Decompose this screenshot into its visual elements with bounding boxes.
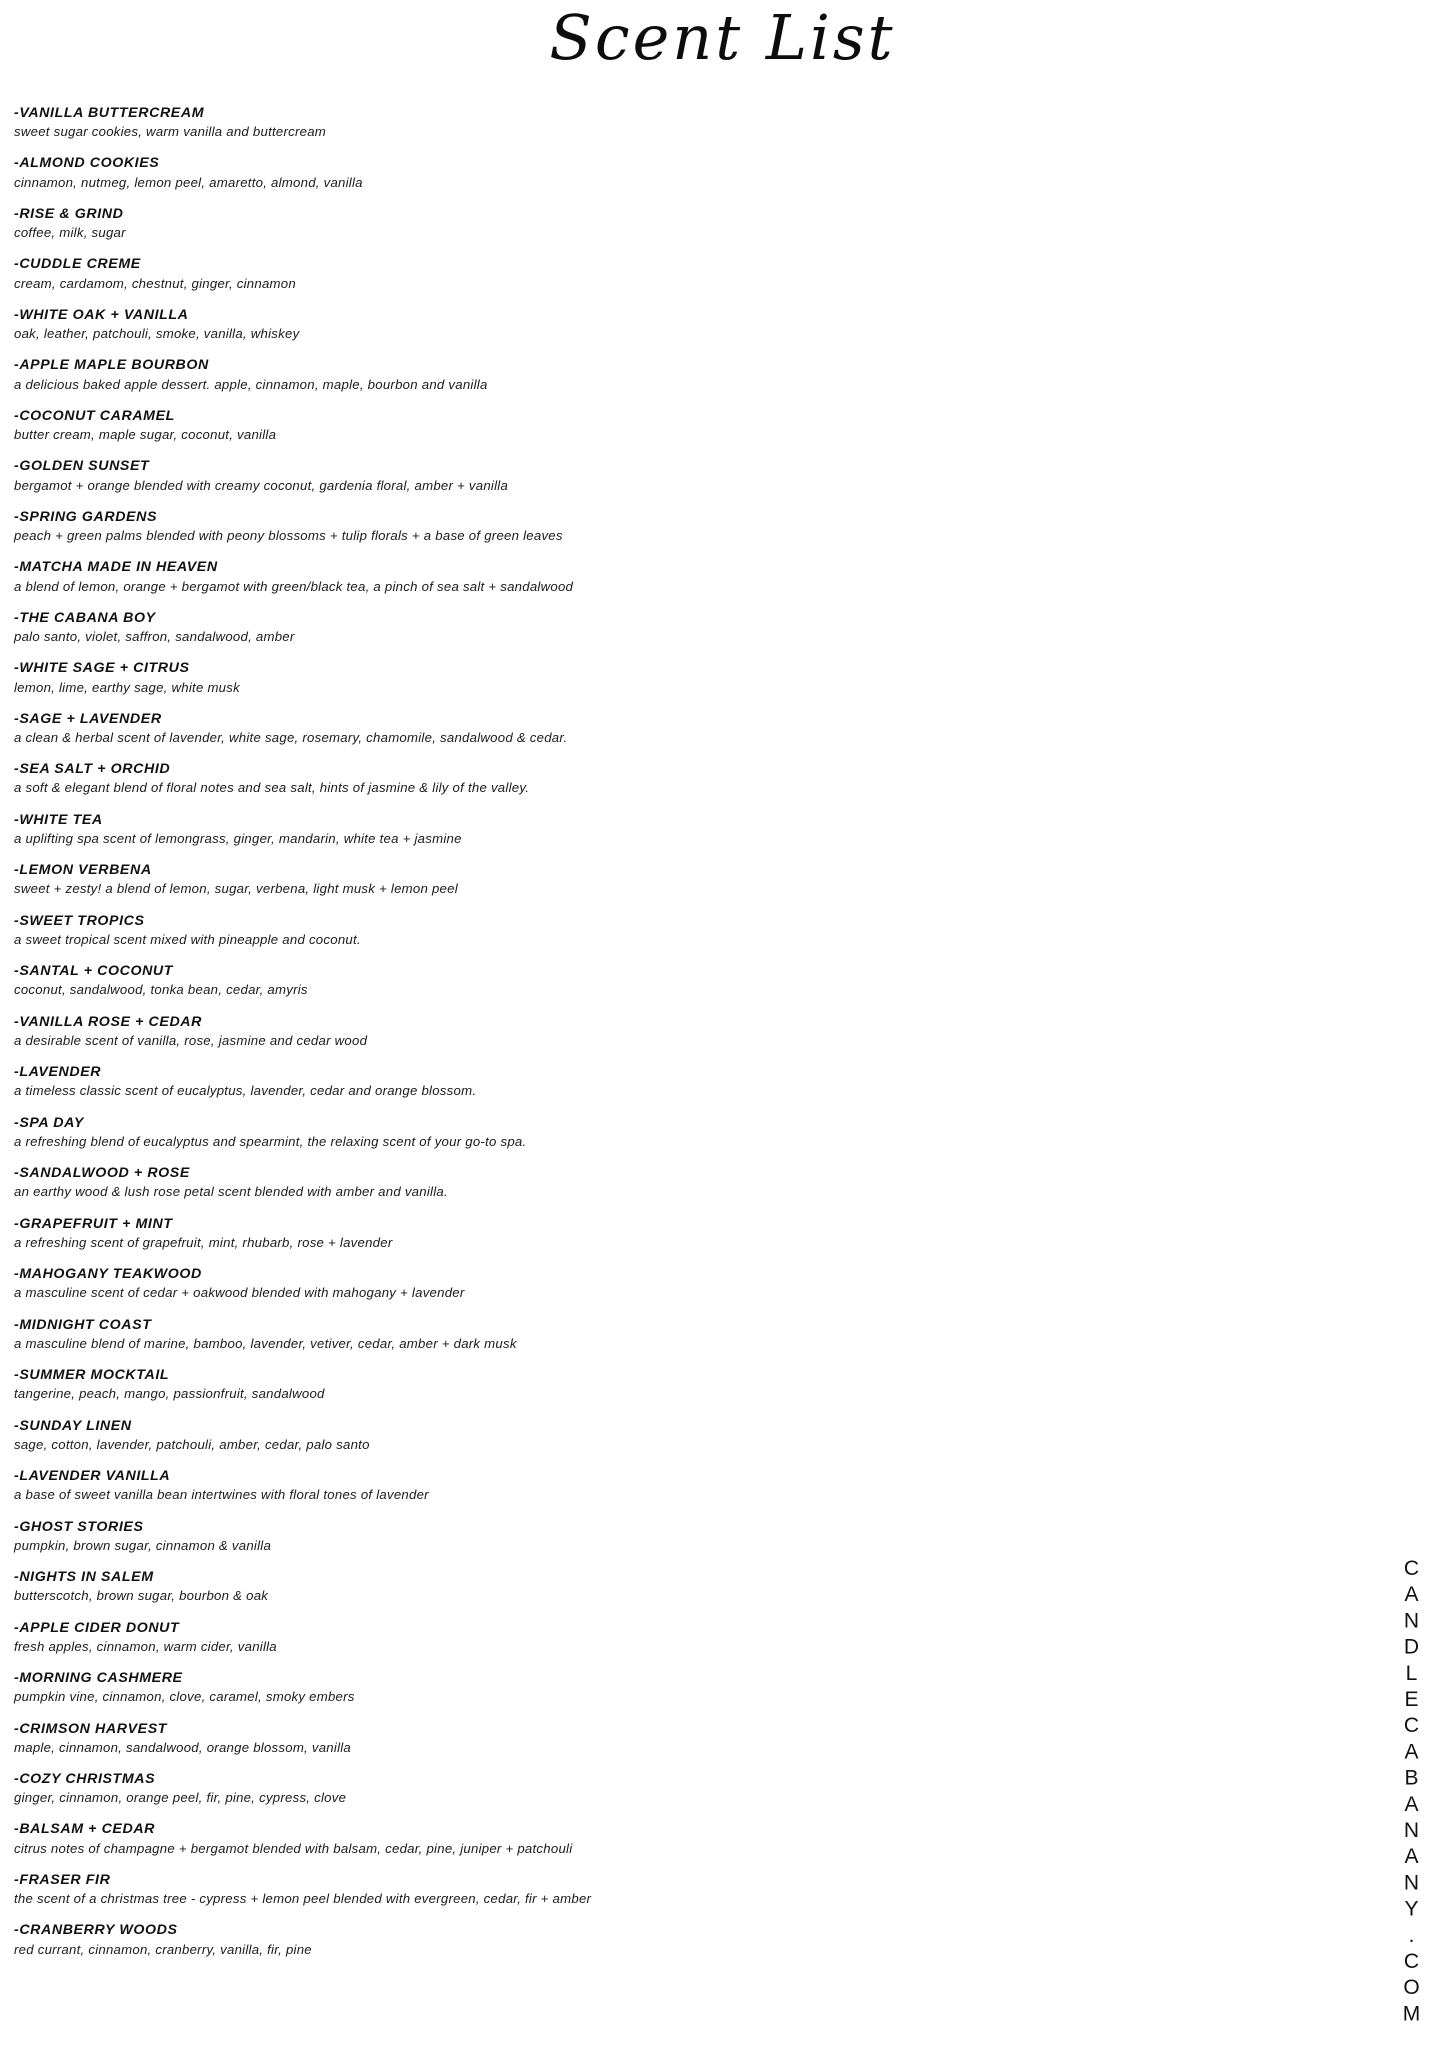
scent-name: -THE CABANA BOY bbox=[14, 609, 156, 626]
scent-name: -LEMON VERBENA bbox=[14, 862, 152, 879]
scent-notes: butter cream, maple sugar, coconut, vanilla bbox=[14, 427, 277, 443]
scent-notes: coconut, sandalwood, tonka bean, cedar, amyris bbox=[14, 982, 308, 998]
scent-notes: the scent of a christmas tree - cypress + lemon peel blended with evergreen, cedar, fir + amber bbox=[14, 1891, 592, 1907]
scent-entry bbox=[14, 1366, 1304, 1403]
scent-notes: bergamot + orange blended with creamy coconut, gardenia floral, amber + vanilla bbox=[14, 477, 509, 493]
scent-name: -MATCHA MADE IN HEAVEN bbox=[14, 559, 218, 576]
scent-name: -SPA DAY bbox=[14, 1114, 84, 1131]
scent-entry bbox=[14, 457, 1304, 494]
scent-entry bbox=[14, 659, 1304, 696]
scent-name: -SANTAL + COCONUT bbox=[14, 963, 174, 980]
scent-notes: a clean & herbal scent of lavender, white sage, rosemary, chamomile, sandalwood & cedar. bbox=[14, 729, 568, 745]
scent-entry bbox=[14, 1568, 1304, 1605]
scent-name: -COZY CHRISTMAS bbox=[14, 1770, 156, 1787]
scent-name: -BALSAM + CEDAR bbox=[14, 1821, 156, 1838]
scent-notes: fresh apples, cinnamon, warm cider, vanilla bbox=[14, 1638, 277, 1654]
scent-name: -CRIMSON HARVEST bbox=[14, 1720, 168, 1737]
scent-notes: peach + green palms blended with peony blossoms + tulip florals + a base of green leaves bbox=[14, 528, 563, 544]
scent-notes: a sweet tropical scent mixed with pineapple and coconut. bbox=[14, 931, 361, 947]
scent-list bbox=[14, 104, 1304, 1972]
scent-name: -GRAPEFRUIT + MINT bbox=[14, 1215, 173, 1232]
scent-name: -SEA SALT + ORCHID bbox=[14, 761, 171, 778]
scent-entry bbox=[14, 1467, 1304, 1504]
scent-notes: palo santo, violet, saffron, sandalwood, amber bbox=[14, 629, 295, 645]
scent-entry bbox=[14, 962, 1304, 999]
website-url: CANDLECABANANY.COM bbox=[1400, 1557, 1423, 2029]
scent-name: -SAGE + LAVENDER bbox=[14, 710, 162, 727]
scent-entry bbox=[14, 1013, 1304, 1050]
scent-name: -GOLDEN SUNSET bbox=[14, 458, 150, 475]
scent-entry bbox=[14, 154, 1304, 191]
scent-notes: a refreshing scent of grapefruit, mint, rhubarb, rose + lavender bbox=[14, 1234, 393, 1250]
scent-entry bbox=[14, 1770, 1304, 1807]
scent-entry bbox=[14, 609, 1304, 646]
scent-entry bbox=[14, 1215, 1304, 1252]
scent-notes: sweet sugar cookies, warm vanilla and buttercream bbox=[14, 124, 327, 140]
scent-entry bbox=[14, 1820, 1304, 1857]
scent-name: -VANILLA BUTTERCREAM bbox=[14, 105, 205, 121]
scent-name: -SUNDAY LINEN bbox=[14, 1417, 132, 1434]
scent-notes: a masculine blend of marine, bamboo, lavender, vetiver, cedar, amber + dark musk bbox=[14, 1335, 517, 1351]
scent-name: -WHITE TEA bbox=[14, 811, 103, 828]
scent-name: -MORNING CASHMERE bbox=[14, 1670, 183, 1687]
scent-name: -CUDDLE CREME bbox=[14, 256, 141, 273]
scent-entry bbox=[14, 861, 1304, 898]
scent-entry bbox=[14, 255, 1304, 292]
scent-name: -WHITE SAGE + CITRUS bbox=[14, 660, 190, 677]
scent-notes: butterscotch, brown sugar, bourbon & oak bbox=[14, 1588, 269, 1604]
scent-notes: lemon, lime, earthy sage, white musk bbox=[14, 679, 240, 695]
scent-notes: oak, leather, patchouli, smoke, vanilla, whiskey bbox=[14, 326, 300, 342]
scent-name: -MIDNIGHT COAST bbox=[14, 1316, 152, 1333]
scent-notes: pumpkin vine, cinnamon, clove, caramel, smoky embers bbox=[14, 1689, 355, 1705]
scent-name: -SWEET TROPICS bbox=[14, 912, 145, 929]
scent-notes: cream, cardamom, chestnut, ginger, cinnamon bbox=[14, 275, 296, 291]
scent-entry bbox=[14, 104, 1304, 141]
scent-entry bbox=[14, 1619, 1304, 1656]
scent-notes: citrus notes of champagne + bergamot blended with balsam, cedar, pine, juniper + patchouli bbox=[14, 1840, 573, 1856]
scent-entry bbox=[14, 1921, 1304, 1958]
scent-name: -MAHOGANY TEAKWOOD bbox=[14, 1266, 202, 1283]
scent-entry bbox=[14, 1164, 1304, 1201]
scent-entry bbox=[14, 558, 1304, 595]
scent-entry bbox=[14, 1265, 1304, 1302]
scent-notes: maple, cinnamon, sandalwood, orange blossom, vanilla bbox=[14, 1739, 352, 1755]
scent-name: -APPLE MAPLE BOURBON bbox=[14, 357, 209, 374]
scent-name: -VANILLA ROSE + CEDAR bbox=[14, 1013, 202, 1030]
scent-notes: a timeless classic scent of eucalyptus, lavender, cedar and orange blossom. bbox=[14, 1083, 477, 1099]
scent-entry bbox=[14, 306, 1304, 343]
scent-notes: cinnamon, nutmeg, lemon peel, amaretto, almond, vanilla bbox=[14, 174, 363, 190]
scent-notes: a base of sweet vanilla bean intertwines with floral tones of lavender bbox=[14, 1487, 429, 1503]
scent-notes: tangerine, peach, mango, passionfruit, sandalwood bbox=[14, 1386, 325, 1402]
scent-notes: ginger, cinnamon, orange peel, fir, pine, cypress, clove bbox=[14, 1790, 347, 1806]
scent-notes: a blend of lemon, orange + bergamot with green/black tea, a pinch of sea salt + sandalwood bbox=[14, 578, 574, 594]
page-title: Scent List bbox=[549, 1, 896, 74]
scent-entry bbox=[14, 1720, 1304, 1757]
scent-entry bbox=[14, 1114, 1304, 1151]
scent-name: -RISE & GRIND bbox=[14, 205, 124, 222]
scent-entry bbox=[14, 356, 1304, 393]
scent-name: -SPRING GARDENS bbox=[14, 508, 158, 525]
scent-entry bbox=[14, 1063, 1304, 1100]
scent-name: -FRASER FIR bbox=[14, 1871, 111, 1888]
scent-name: -ALMOND COOKIES bbox=[14, 155, 160, 172]
scent-notes: sage, cotton, lavender, patchouli, amber, cedar, palo santo bbox=[14, 1436, 370, 1452]
scent-name: -SUMMER MOCKTAIL bbox=[14, 1367, 170, 1384]
scent-entry bbox=[14, 407, 1304, 444]
scent-entry bbox=[14, 1316, 1304, 1353]
scent-name: -NIGHTS IN SALEM bbox=[14, 1569, 154, 1586]
scent-entry bbox=[14, 811, 1304, 848]
scent-notes: a masculine scent of cedar + oakwood blended with mahogany + lavender bbox=[14, 1285, 465, 1301]
scent-entry bbox=[14, 1871, 1304, 1908]
scent-name: -APPLE CIDER DONUT bbox=[14, 1619, 180, 1636]
scent-notes: red currant, cinnamon, cranberry, vanilla, fir, pine bbox=[14, 1941, 312, 1957]
scent-entry bbox=[14, 508, 1304, 545]
scent-notes: a refreshing blend of eucalyptus and spearmint, the relaxing scent of your go-to spa. bbox=[14, 1133, 527, 1149]
scent-entry bbox=[14, 1417, 1304, 1454]
scent-notes: coffee, milk, sugar bbox=[14, 225, 126, 241]
scent-name: -LAVENDER bbox=[14, 1064, 102, 1081]
scent-name: -LAVENDER VANILLA bbox=[14, 1468, 171, 1485]
scent-name: -GHOST STORIES bbox=[14, 1518, 144, 1535]
scent-entry bbox=[14, 205, 1304, 242]
scent-notes: an earthy wood & lush rose petal scent blended with amber and vanilla. bbox=[14, 1184, 448, 1200]
scent-notes: sweet + zesty! a blend of lemon, sugar, verbena, light musk + lemon peel bbox=[14, 881, 458, 897]
scent-notes: a soft & elegant blend of floral notes and sea salt, hints of jasmine & lily of the valley. bbox=[14, 780, 530, 796]
scent-notes: a delicious baked apple dessert. apple, cinnamon, maple, bourbon and vanilla bbox=[14, 376, 488, 392]
scent-name: -SANDALWOOD + ROSE bbox=[14, 1165, 190, 1182]
scent-notes: a desirable scent of vanilla, rose, jasmine and cedar wood bbox=[14, 1032, 368, 1048]
scent-name: -WHITE OAK + VANILLA bbox=[14, 306, 189, 323]
scent-name: -CRANBERRY WOODS bbox=[14, 1922, 178, 1939]
scent-notes: pumpkin, brown sugar, cinnamon & vanilla bbox=[14, 1537, 272, 1553]
scent-entry bbox=[14, 760, 1304, 797]
scent-entry bbox=[14, 912, 1304, 949]
scent-name: -COCONUT CARAMEL bbox=[14, 407, 175, 424]
scent-entry bbox=[14, 1518, 1304, 1555]
scent-entry bbox=[14, 1669, 1304, 1706]
scent-entry bbox=[14, 710, 1304, 747]
scent-notes: a uplifting spa scent of lemongrass, ginger, mandarin, white tea + jasmine bbox=[14, 830, 462, 846]
